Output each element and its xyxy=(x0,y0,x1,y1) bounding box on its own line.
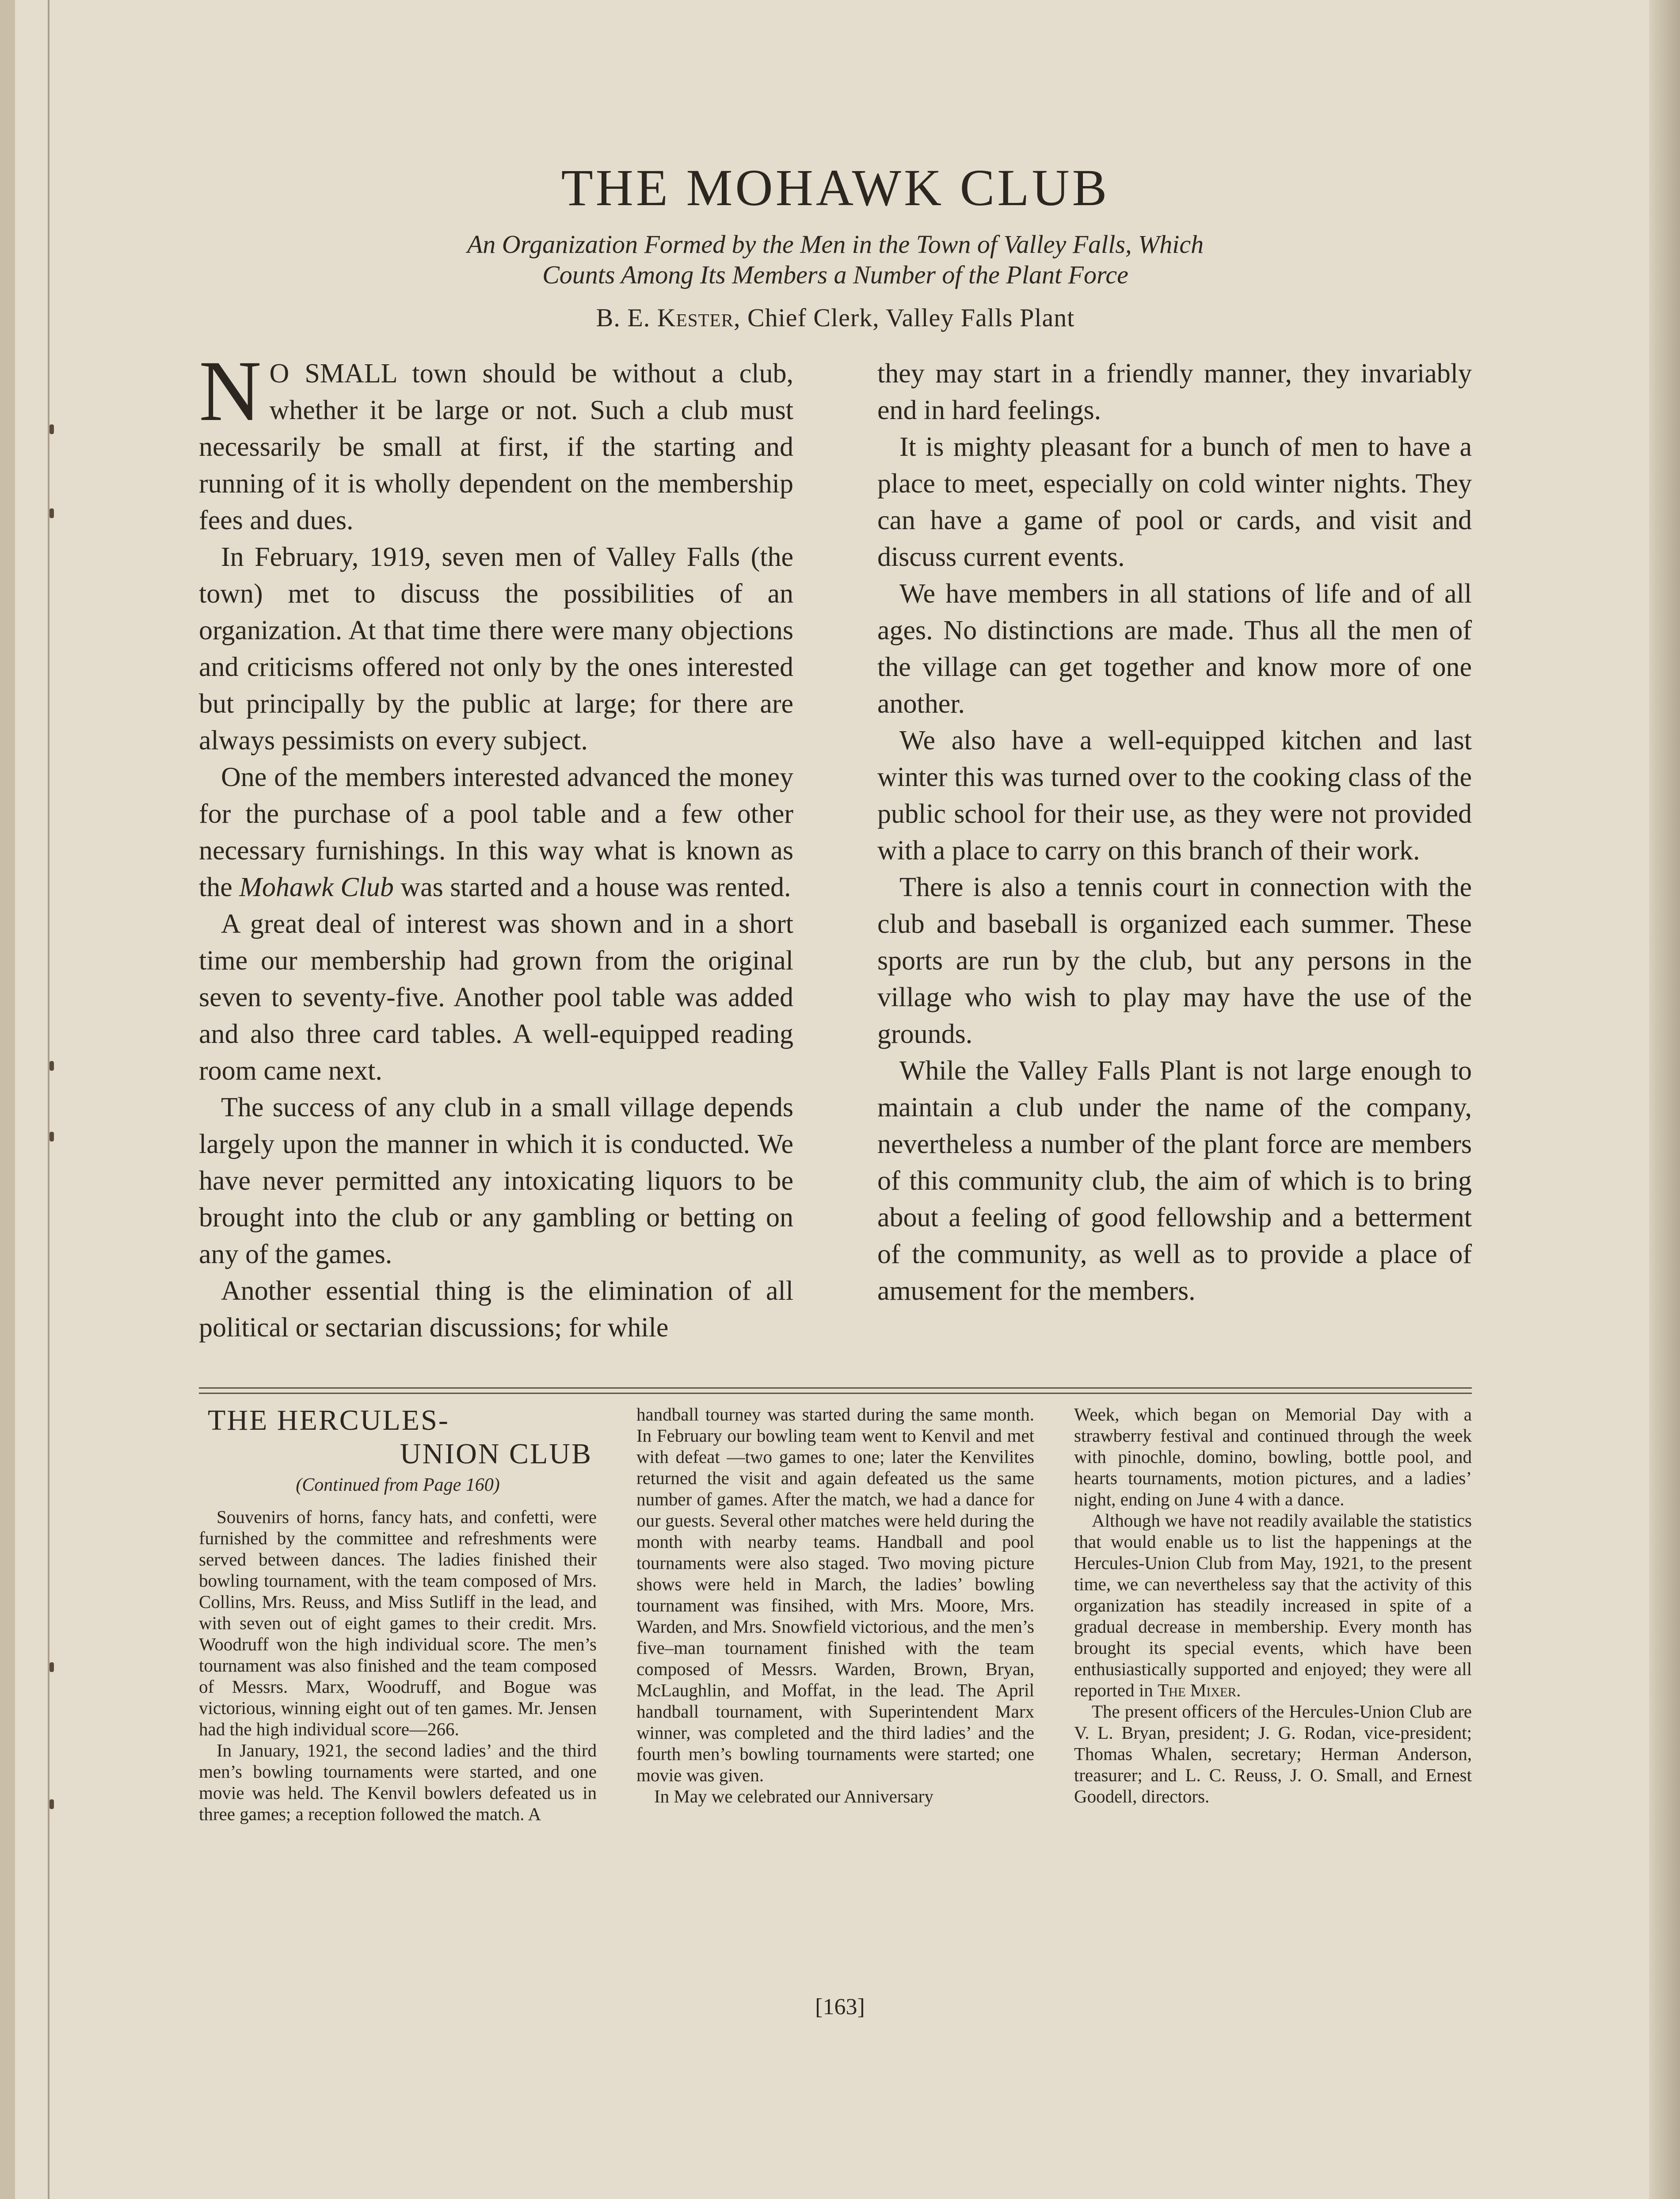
margin-mark xyxy=(50,1662,54,1672)
subtitle-line-1: An Organization Formed by the Men in the Town of Valley Falls, Which xyxy=(467,229,1204,259)
paragraph: In February, 1919, seven men of Valley Falls (the town) met to discuss the possibilities of an organization. At that time there were many objections and criticisms offered not only by the ones interested but principally by the public at large; for there are always pessimists on every subject. xyxy=(199,542,793,756)
section-divider xyxy=(199,1387,1472,1389)
continued-note: (Continued from Page 160) xyxy=(296,1475,500,1495)
paragraph: Souvenirs of horns, fancy hats, and confetti, were furnished by the committee and refreshments were served between dances. The ladies finished their bowling tournament, with the team composed of Mrs. Collins, Mrs. Reuss, and Miss Sutliff in the lead, and with seven out of eight games to their credit. Mrs. Woodruff won the high individual score. The men’s tournament was also finished and the team composed of Messrs. Marx, Woodruff, and Bogue was victorious, winning eight out of ten games. Mr. Jensen had the high individual score—266. xyxy=(199,1507,597,1739)
author-name: B. E. Kester, xyxy=(596,303,741,332)
paragraph: We also have a well-equipped kitchen and last winter this was turned over to the cooking class of the public school for their use, as they were not provided with a place to carry on this branch of their work. xyxy=(877,725,1472,866)
paragraph: In May we celebrated our Anniversary xyxy=(654,1786,933,1806)
paragraph: One of the members interested advanced the money for the purchase of a pool table and a few other necessary furnishings. In this way what is known as the Mohawk Club was started and a house was rented. xyxy=(199,762,793,902)
article-body xyxy=(199,343,1472,1346)
article-subtitle xyxy=(287,229,1383,290)
book-spine-shadow xyxy=(0,0,15,2199)
paragraph: It is mighty pleasant for a bunch of men to have a place to meet, especially on cold winter nights. They can have a game of pool or cards, and visit and discuss current events. xyxy=(877,431,1472,572)
paragraph: A great deal of interest was shown and in a short time our membership had grown from the original seven to seventy-five. Another pool table was added and also three card tables. A well-equipped reading room came next. xyxy=(199,909,793,1086)
paragraph: While the Valley Falls Plant is not large enough to maintain a club under the name of the company, nevertheless a number of the plant force are members of this community club, the aim of which is to bring about a feeling of good fellowship and a betterment of the community, as well as to provide a place of amusement for the members. xyxy=(877,1055,1472,1306)
paragraph: Although we have not readily available the statistics that would enable us to list the happenings at the Hercules-Union Club from May, 1921, to the present time, we can nevertheless say that the activity of this organization has steadily increased in spite of a gradual decrease in membership. Every month has brought its special events, which have been enthusiastically supported and enjoyed; they were all reported in The Mixer. xyxy=(1074,1510,1472,1700)
margin-mark xyxy=(50,1132,54,1141)
paragraph: Another essential thing is the elimination of all political or sectarian discussions; for while xyxy=(199,1275,793,1343)
paragraph: handball tourney was started during the same month. In February our bowling team went to Kenvil and met with defeat —two games to one; later the Kenvilites returned the visit and again defeated us the same number of games. After the match, we had a dance for our guests. Several other matches were held during the month with nearby teams. Handball and pool tournaments were also staged. Two moving picture shows were held in March, the ladies’ bowling tournament was finsihed, with Mrs. Moore, Mrs. Warden, and Mrs. Snowfield victorious, and the men’s five–man tournament finished with the team composed of Messrs. Warden, Brown, Bryan, McLaughlin, and Moffat, in the lead. The April handball tournament, with Superintendent Marx winner, was completed and the third ladies’ and the fourth men’s bowling tournaments were started; one movie was given. xyxy=(636,1404,1034,1785)
paragraph: There is also a tennis court in connection with the club and baseball is organized each summer. These sports are run by the club, but any persons in the village who wish to play may have the use of the grounds. xyxy=(877,872,1472,1049)
paragraph: The present officers of the Hercules-Union Club are V. L. Bryan, president; J. G. Rodan, vice-president; Thomas Whalen, secretary; Herman Anderson, treasurer; and L. C. Reuss, J. O. Small, and Ernest Goodell, directors. xyxy=(1074,1701,1472,1806)
publication-name: The Mixer xyxy=(1157,1680,1237,1700)
paragraph: We have members in all stations of life and of all ages. No distinctions are made. Thus all the men of the village can get together and know more of one another. xyxy=(877,578,1472,719)
article-column-right xyxy=(877,355,1472,1346)
continued-column-3 xyxy=(1074,1404,1472,1825)
page-number: [163] xyxy=(815,1994,865,2020)
page-edge xyxy=(1649,0,1680,2199)
continued-article xyxy=(199,1404,1472,1825)
article-column-left xyxy=(199,343,793,1346)
paragraph: In January, 1921, the second ladies’ and the third men’s bowling tournaments were started, and one movie was held. The Kenvil bowlers defeated us in three games; a reception followed the match. A xyxy=(199,1740,597,1824)
paragraph: The success of any club in a small village depends largely upon the manner in which it is conducted. We have never permitted any intoxicating liquors to be brought into the club or any gambling or betting on any of the games. xyxy=(199,1092,793,1269)
continued-column-1 xyxy=(199,1404,597,1825)
subtitle-line-2: Counts Among Its Members a Number of the Plant Force xyxy=(542,260,1128,290)
gutter-line xyxy=(48,0,50,2199)
margin-mark xyxy=(50,424,54,434)
margin-mark xyxy=(50,1799,54,1809)
margin-mark xyxy=(50,1061,54,1071)
byline xyxy=(199,303,1472,332)
article-title: THE MOHAWK CLUB xyxy=(561,159,1110,217)
margin-mark xyxy=(50,508,54,518)
paragraph: they may start in a friendly manner, they invariably end in hard feelings. xyxy=(877,358,1472,425)
club-name: Mohawk Club xyxy=(239,872,394,902)
article xyxy=(199,159,1472,1346)
paragraph: N O SMALL town should be without a club, whether it be large or not. Such a club must necessarily be small at first, if the starting and running of it is wholly dependent on the membership fees and dues. xyxy=(199,343,793,535)
drop-cap: N xyxy=(199,343,262,439)
continued-title: THE HERCULES- UNION CLUB xyxy=(208,1404,592,1470)
paragraph: Week, which began on Memorial Day with a strawberry festival and continued through the week with pinochle, domino, bowling, bottle pool, and hearts tournaments, motion pictures, and a ladies’ night, ending on June 4 with a dance. xyxy=(1074,1404,1472,1509)
continued-column-2 xyxy=(636,1404,1034,1825)
author-role: Chief Clerk, Valley Falls Plant xyxy=(740,303,1075,332)
section-divider xyxy=(199,1393,1472,1394)
